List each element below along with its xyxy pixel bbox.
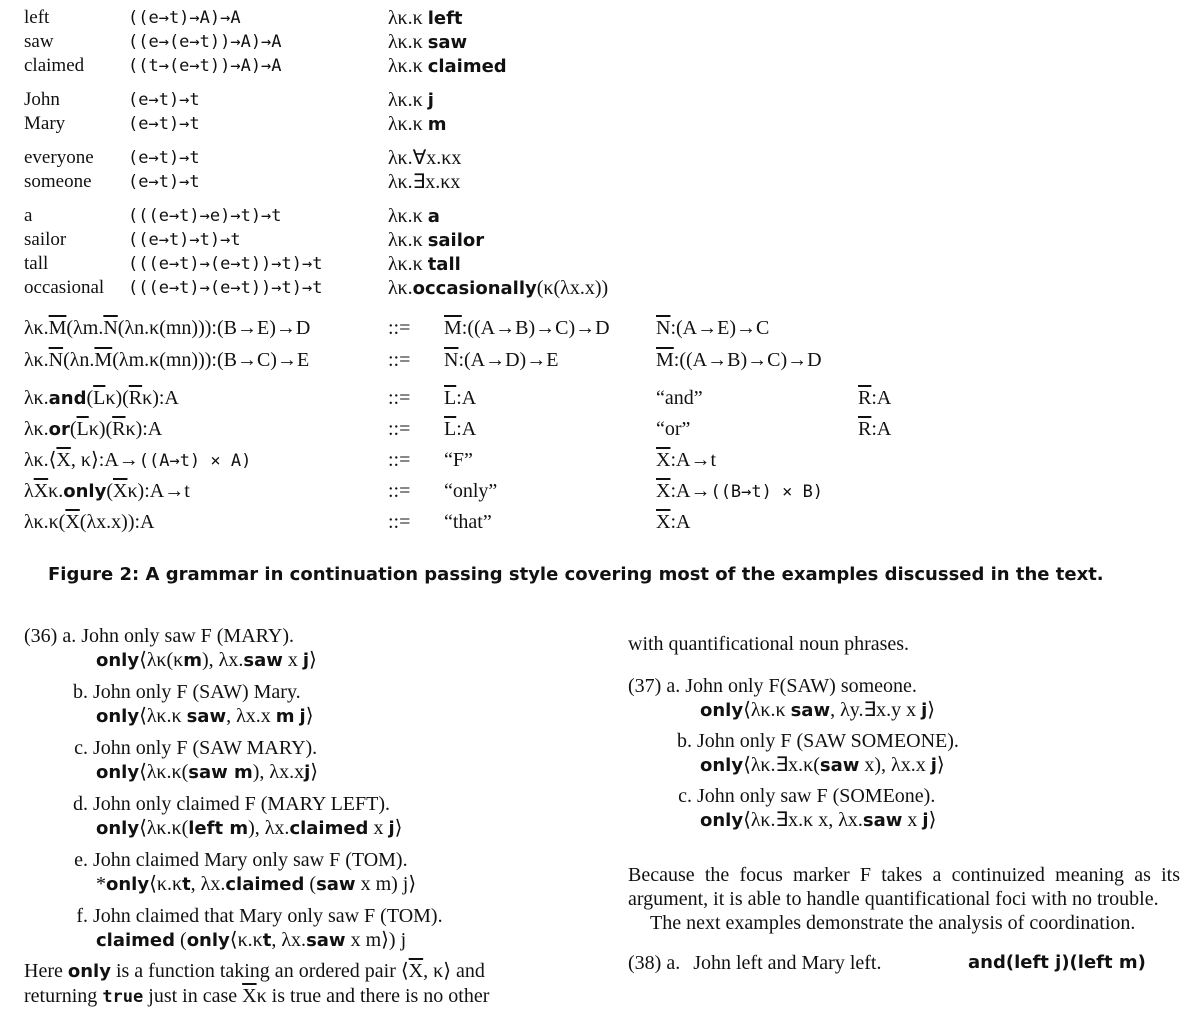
formula-constant: only (96, 818, 140, 839)
lexicon-semantics (388, 170, 460, 194)
formula-constant: claimed (96, 930, 176, 951)
formula-part: , λx. (190, 873, 226, 895)
example-item (628, 674, 1180, 723)
star-mark: * (96, 873, 106, 895)
rule-rhs: $\overline{R}:A$ (858, 387, 892, 409)
sem-suffix: (κ(λx.x)) (536, 277, 609, 299)
example-item (628, 729, 1180, 778)
rule-operator: ::= (388, 511, 411, 533)
lexicon-type: (e→t)→t (128, 148, 200, 168)
sem-prefix: λκ.κ (388, 7, 428, 29)
example-formula (24, 816, 584, 841)
example-label: (36) a. (24, 625, 77, 647)
rule-rhs: $\overline{N}:(A\to D)\to E$ (444, 349, 559, 371)
example-label: c. (74, 737, 88, 759)
sem-constant: a (427, 206, 440, 227)
formula-part: ), λx.x (252, 761, 305, 783)
sem-constant: saw (427, 32, 468, 53)
lexicon-word: everyone (24, 147, 94, 168)
sem-constant: left (427, 8, 463, 29)
right-column (628, 632, 1180, 975)
example-line (24, 792, 584, 816)
example-line (24, 848, 584, 872)
formula-constant: only (186, 930, 230, 951)
example-sentence: John left and Mary left. (693, 952, 882, 974)
intro-text: with quantificational noun phrases. (628, 633, 910, 655)
lexicon-type: (e→t)→t (128, 90, 200, 110)
lexicon-semantics (388, 252, 461, 277)
lexicon-type: (((e→t)→e)→t)→t (128, 206, 282, 226)
formula-constant: only (96, 650, 140, 671)
rule-rhs: $\overline{X}:A$ (656, 511, 691, 533)
example-formula (628, 698, 1180, 723)
example-item (24, 848, 584, 897)
example-line (628, 729, 1180, 753)
formula-constant: j (299, 706, 306, 727)
lexicon-type: ((e→t)→A)→A (128, 8, 241, 28)
lexicon-semantics (388, 88, 434, 113)
lexicon-semantics (388, 276, 608, 301)
example-item (24, 624, 584, 673)
example-sentence: John only claimed F (MARY LEFT). (88, 793, 391, 815)
sem-constant: tall (427, 254, 461, 275)
formula-part: ⟩ (936, 754, 945, 776)
sem-prefix: λκ.∃x.κx (388, 171, 461, 193)
formula-part: ⟩ (305, 705, 314, 727)
formula-constant: saw (790, 700, 831, 721)
formula-part: , λx.x (226, 705, 276, 727)
lexicon-word: someone (24, 171, 92, 192)
formula-constant: j (930, 755, 937, 776)
formula-constant: saw m (188, 762, 253, 783)
example-item (628, 784, 1180, 833)
example-line (24, 680, 584, 704)
formula-part: ⟨λκ.κ( (139, 817, 189, 839)
sem-prefix: λκ.κ (388, 113, 428, 135)
sem-prefix: λκ.κ (388, 253, 428, 275)
lexicon-word: Mary (24, 113, 66, 134)
example-formula (24, 760, 584, 785)
sem-prefix: λκ.κ (388, 89, 428, 111)
lexicon-word: left (24, 7, 50, 28)
rule-rhs: $\overline{X}:A\to t$ (656, 449, 717, 471)
formula-constant: m (183, 650, 202, 671)
lexicon-type: ((e→(e→t))→A)→A (128, 32, 282, 52)
example-item (24, 792, 584, 841)
sem-constant: occasionally (412, 278, 537, 299)
formula-part: x (368, 817, 389, 839)
sem-constant: j (427, 90, 434, 111)
rule-terminal: “or” (656, 418, 691, 440)
rule-rhs: $\overline{M}:((A\to B)\to C)\to D$ (656, 349, 822, 371)
example-sentence: John only F(SAW) someone. (680, 675, 917, 697)
formula-part: ⟩ (310, 761, 319, 783)
formula-constant: j (922, 810, 929, 831)
formula-part: ⟨κ.κ (149, 873, 183, 895)
lexicon-word: a (24, 205, 33, 226)
formula-constant: claimed (289, 818, 369, 839)
lexicon-word: sailor (24, 229, 67, 250)
formula-part: x (282, 649, 303, 671)
example-label: e. (74, 849, 88, 871)
formula-part: x m⟩) j (345, 929, 407, 951)
example-formula (24, 872, 584, 897)
formula-constant: only (96, 706, 140, 727)
example-item (24, 736, 584, 785)
example-label: f. (76, 905, 88, 927)
formula-constant: only (96, 762, 140, 783)
formula-part: ( (304, 873, 317, 895)
rule-lhs: $\lambda\kappa.\overline{M}(\lambda m.\overline{N}(\lambda n.\kappa(mn))):(B\to E)\to D$ (24, 317, 311, 339)
sem-prefix: λκ.κ (388, 229, 428, 251)
formula-part: , λx. (271, 929, 307, 951)
example-formula (628, 753, 1180, 778)
paragraph-focus: Because the focus marker F takes a continuized meaning as its argument, it is able to handle quantificational foci with no trouble. (628, 864, 1180, 910)
rule-lhs: $\lambda\kappa.and(\overline{L}\kappa)(\overline{R}\kappa):A$ (24, 387, 179, 409)
example-sentence: John only F (SAW) Mary. (88, 681, 301, 703)
formula-constant: only (700, 700, 744, 721)
example-formula (628, 808, 1180, 833)
example-38 (628, 951, 1180, 975)
formula-part: ), λx. (202, 649, 244, 671)
rule-terminal: “and” (656, 387, 703, 409)
left-column (24, 624, 584, 1009)
example-sentence: John only saw F (SOMEone). (692, 785, 936, 807)
lexicon-semantics (388, 54, 507, 79)
rule-rhs: $\overline{M}:((A\to B)\to C)\to D$ (444, 317, 610, 339)
formula-constant: left m (188, 818, 249, 839)
example-line (24, 736, 584, 760)
formula-constant: saw (306, 930, 346, 951)
sem-prefix: λκ.κ (388, 31, 428, 53)
lexicon-word: tall (24, 253, 49, 274)
formula-constant: j (302, 650, 310, 671)
example-label: d. (73, 793, 88, 815)
lexicon-word: claimed (24, 55, 85, 76)
rule-rhs: $\overline{L}:A$ (444, 418, 477, 440)
lexicon-semantics (388, 6, 463, 31)
formula-constant: saw (186, 706, 227, 727)
rule-operator: ::= (388, 449, 411, 471)
formula-constant: j (304, 762, 311, 783)
example-label: (38) a. (628, 952, 681, 974)
lexicon-type: (((e→t)→(e→t))→t)→t (128, 254, 323, 274)
example-sentence: John claimed Mary only saw F (TOM). (88, 849, 408, 871)
formula-part: ⟨λκ.κ (743, 699, 791, 721)
formula-constant: only (106, 874, 150, 895)
formula-constant: only (700, 810, 744, 831)
formula-part: ⟩ (928, 809, 937, 831)
formula-constant: saw (316, 874, 356, 895)
lexicon-type: ((t→(e→t))→A)→A (128, 56, 282, 76)
formula-part: ⟩ (394, 817, 403, 839)
formula-constant: only (700, 755, 744, 776)
rule-rhs: $\overline{X}:A\to((B\to t) \times B)$ (656, 480, 824, 502)
sem-constant: sailor (427, 230, 485, 251)
sem-constant: claimed (427, 56, 507, 77)
formula-constant: t (182, 874, 191, 895)
formula-constant: j (921, 700, 928, 721)
formula-part: x m) j⟩ (355, 873, 417, 895)
rule-operator: ::= (388, 418, 411, 440)
example-sentence: John only saw F (MARY). (76, 625, 294, 647)
example-line (24, 904, 584, 928)
example-sentence: John only F (SAW MARY). (88, 737, 318, 759)
lexicon-semantics (388, 146, 461, 170)
formula-part: ⟩ (309, 649, 317, 671)
formula-constant: saw (819, 755, 860, 776)
example-formula (24, 648, 584, 673)
formula-constant: saw (862, 810, 903, 831)
example-line (628, 674, 1180, 698)
lexicon-word: saw (24, 31, 54, 52)
lexicon-semantics (388, 228, 484, 253)
rule-operator: ::= (388, 349, 411, 371)
formula-constant: j (388, 818, 395, 839)
example-label: b. (677, 730, 692, 752)
rule-lhs: $\lambda\kappa.⟨\overline{X}$, κ⟩:A→((A→t) × A) (24, 449, 252, 471)
rule-operator: ::= (388, 387, 411, 409)
paragraph-coordination: The next examples demonstrate the analysis of coordination. (650, 912, 1136, 934)
sem-prefix: λκ.∀x.κx (388, 147, 462, 169)
formula-part: ⟨λκ.κ (139, 705, 187, 727)
example-line (628, 784, 1180, 808)
formula-part: x (902, 809, 923, 831)
rule-lhs: $\lambda\kappa.or(\overline{L}\kappa)(\overline{R}\kappa):A$ (24, 418, 163, 440)
example-formula: and(left j)(left m) (968, 952, 1146, 973)
formula-constant: t (262, 930, 272, 951)
formula-constant: saw (243, 650, 283, 671)
lexicon-word: occasional (24, 277, 105, 298)
rule-operator: ::= (388, 480, 411, 502)
sem-prefix: λκ.κ (388, 205, 428, 227)
lexicon-type: (e→t)→t (128, 114, 200, 134)
sem-prefix: λκ.κ (388, 55, 428, 77)
example-label: c. (678, 785, 692, 807)
lexicon-type: (e→t)→t (128, 172, 200, 192)
example-label: (37) a. (628, 675, 681, 697)
example-item (24, 904, 584, 953)
formula-part: ⟨κ.κ (229, 929, 263, 951)
example-line (24, 624, 584, 648)
formula-constant: m (275, 706, 295, 727)
rule-rhs: $\overline{N}:(A\to E)\to C$ (656, 317, 770, 339)
rule-rhs: $\overline{R}:A$ (858, 418, 892, 440)
rule-lhs: $\lambda\kappa.\kappa(\overline{X}(\lambda x.x)):A$ (24, 511, 155, 533)
sem-prefix: λκ. (388, 277, 413, 299)
lexicon-semantics (388, 112, 446, 137)
sem-constant: m (427, 114, 447, 135)
rule-terminal: “F” (444, 449, 473, 471)
example-sentence: John claimed that Mary only saw F (TOM). (88, 905, 443, 927)
lexicon-semantics (388, 204, 440, 229)
figure-caption: Figure 2: A grammar in continuation passing style covering most of the examples discussed in the text. (48, 564, 1104, 585)
formula-part: , λy.∃x.y x (830, 699, 922, 721)
formula-part: ), λx. (248, 817, 290, 839)
example-37 (628, 674, 1180, 833)
formula-part: ⟨λκ(κ (139, 649, 184, 671)
formula-part: x), λx.x (859, 754, 931, 776)
rule-operator: ::= (388, 317, 411, 339)
example-formula (24, 704, 584, 729)
rule-terminal: “that” (444, 511, 492, 533)
example-formula (24, 928, 584, 953)
formula-constant: claimed (225, 874, 305, 895)
formula-part: ⟨λκ.κ( (139, 761, 189, 783)
example-sentence: John only F (SAW SOMEONE). (692, 730, 959, 752)
lexicon-type: (((e→t)→(e→t))→t)→t (128, 278, 323, 298)
formula-part: ( (175, 929, 187, 951)
formula-part: ⟨λκ.∃x.κ x, λx. (743, 809, 863, 831)
formula-part: ⟨λκ.∃x.κ( (743, 754, 820, 776)
example-36 (24, 624, 584, 953)
lexicon-type: ((e→t)→t)→t (128, 230, 241, 250)
rule-lhs: $\lambda\overline{X}\kappa.only(\overline{X}\kappa):A\to t$ (24, 480, 190, 502)
lexicon-word: John (24, 89, 60, 110)
rule-lhs: $\lambda\kappa.\overline{N}(\lambda n.\overline{M}(\lambda m.\kappa(mn))):(B\to C)\to E$ (24, 349, 310, 371)
lexicon-semantics (388, 30, 467, 55)
formula-part: ⟩ (927, 699, 936, 721)
paragraph-only: Here only is a function taking an ordered pair $⟨\overline{X}$, κ⟩ and returning true just in case $\overline{X}\kappa$ is true and there is no other (24, 960, 490, 1007)
rule-terminal: “only” (444, 480, 498, 502)
example-label: b. (73, 681, 88, 703)
example-item (24, 680, 584, 729)
rule-rhs: $\overline{L}:A$ (444, 387, 477, 409)
